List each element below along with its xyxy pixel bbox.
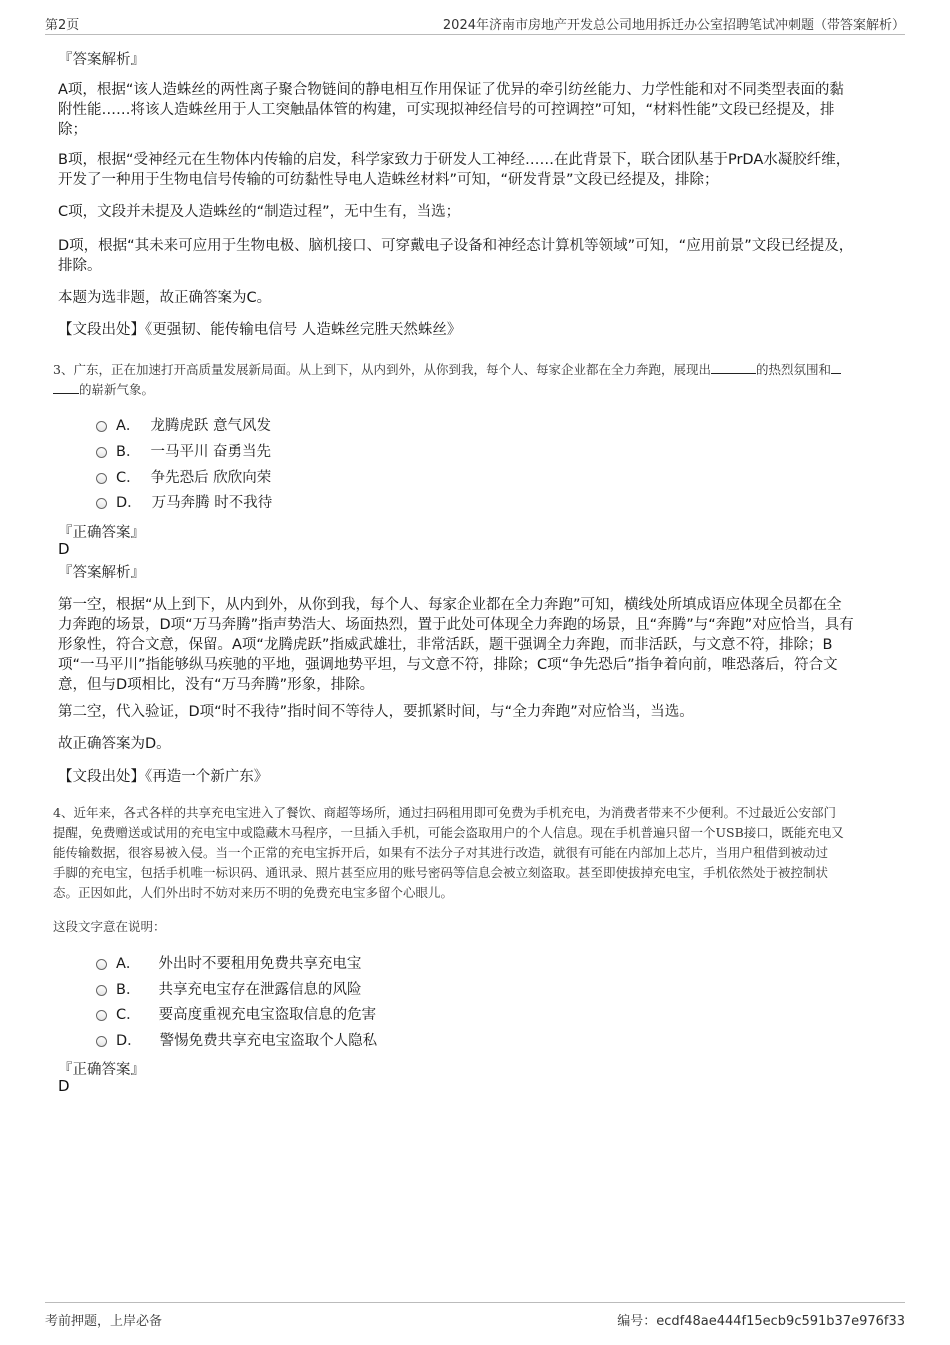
option-letter: A． — [116, 417, 141, 434]
option-letter: B． — [116, 443, 141, 460]
page-number: 第2页 — [45, 18, 80, 33]
text-line: 除； — [58, 122, 87, 138]
stem-text: 的热烈氛围和 — [755, 362, 831, 377]
option-text: 万马奔腾 时不我待 — [151, 494, 273, 511]
radio-icon[interactable] — [96, 959, 107, 970]
fill-blank — [53, 381, 79, 394]
source-citation: 【文段出处】《更强韧、能传输电信号 人造蛛丝完胜天然蛛丝》 — [58, 322, 462, 338]
text-line: 态。正因如此，人们外出时不妨对来历不明的免费充电宝多留个心眼儿。 — [53, 885, 454, 900]
text-line: C项，文段并未提及人造蛛丝的“制造过程”，无中生有，当选； — [58, 204, 461, 220]
option-text: 龙腾虎跃 意气风发 — [150, 417, 272, 434]
question-stem — [53, 803, 898, 903]
option-a[interactable] — [96, 952, 361, 972]
text-line: A项，根据“该人造蛛丝的两性离子聚合物链间的静电相互作用保证了优异的牵引纺丝能力、力学性能和对不同类型表面的黏 — [58, 82, 844, 98]
radio-icon[interactable] — [96, 473, 107, 484]
fill-blank — [831, 361, 841, 374]
analysis-paragraph-a — [58, 80, 888, 140]
text-line: 力奔跑的场景，D项“万马奔腾”指声势浩大、场面热烈，置于此处可体现全力奔跑的场景，且“奔腾”与“奔跑”对应恰当，具有 — [58, 617, 854, 633]
question-prompt: 这段文字意在说明： — [53, 919, 166, 934]
option-text: 警惕免费共享充电宝盗取个人隐私 — [159, 1032, 378, 1049]
document-title: 2024年济南市房地产开发总公司地用拆迁办公室招聘笔试冲刺题（带答案解析） — [442, 18, 905, 33]
option-letter: A． — [116, 955, 141, 972]
option-text: 要高度重视充电宝盗取信息的危害 — [158, 1006, 377, 1023]
option-text: 共享充电宝存在泄露信息的风险 — [158, 981, 362, 998]
stem-text: 3、广东，正在加速打开高质量发展新局面。从上到下，从内到外，从你到我，每个人、每家企业都在全力奔跑，展现出 — [53, 362, 711, 377]
text-line: 提醒，免费赠送或试用的充电宝中或隐藏木马程序，一旦插入手机，可能会盗取用户的个人信息。现在手机普遍只留一个USB接口，既能充电又 — [53, 825, 844, 840]
option-d[interactable] — [96, 1029, 377, 1049]
correct-answer-label: 『正确答案』 — [58, 525, 145, 541]
footer-slogan: 考前押题，上岸必备 — [45, 1314, 163, 1329]
stem-text: 的崭新气象。 — [79, 382, 155, 397]
conclusion: 故正确答案为D。 — [58, 736, 171, 752]
option-letter: C． — [116, 1006, 141, 1023]
page-header — [45, 14, 905, 35]
analysis-paragraph — [58, 595, 888, 695]
analysis-paragraph-d — [58, 236, 888, 276]
option-letter: D． — [116, 1032, 142, 1049]
radio-icon[interactable] — [96, 1010, 107, 1021]
option-text: 外出时不要租用免费共享充电宝 — [158, 955, 362, 972]
conclusion: 本题为选非题，故正确答案为C。 — [58, 290, 272, 306]
option-a[interactable] — [96, 414, 271, 434]
text-line: 开发了一种用于生物电信号传输的可纺黏性导电人造蛛丝材料”可知，“研发背景”文段已经提及，排除； — [58, 172, 719, 188]
analysis-paragraph: 第二空，代入验证，D项“时不我待”指时间不等待人，要抓紧时间，与“全力奔跑”对应恰当，当选。 — [58, 704, 694, 720]
analysis-label: 『答案解析』 — [58, 52, 145, 68]
correct-answer-label: 『正确答案』 — [58, 1062, 145, 1078]
text-line: 项“一马平川”指能够纵马疾驰的平地，强调地势平坦，与文意不符，排除；C项“争先恐后”指争着向前，唯恐落后，符合文 — [58, 657, 838, 673]
option-d[interactable] — [96, 491, 272, 511]
option-b[interactable] — [96, 440, 271, 460]
text-line: D项，根据“其未来可应用于生物电极、脑机接口、可穿戴电子设备和神经态计算机等领域”可知，“应用前景”文段已经提及， — [58, 238, 854, 254]
question-stem — [53, 360, 898, 400]
fill-blank — [711, 361, 756, 374]
text-line: 4、近年来，各式各样的共享充电宝进入了餐饮、商超等场所，通过扫码租用即可免费为手机充电，为消费者带来不少便利。不过最近公安部门 — [53, 805, 836, 820]
text-line: 能传输数据，很容易被入侵。当一个正常的充电宝拆开后，如果有不法分子对其进行改造，就很有可能在内部加上芯片，当用户租借到被动过 — [53, 845, 829, 860]
text-line: B项，根据“受神经元在生物体内传输的启发，科学家致力于研发人工神经……在此背景下，联合团队基于PrDA水凝胶纤维， — [58, 152, 851, 168]
radio-icon[interactable] — [96, 447, 107, 458]
option-c[interactable] — [96, 1003, 376, 1023]
radio-icon[interactable] — [96, 498, 107, 509]
text-line: 意，但与D项相比，没有“万马奔腾”形象，排除。 — [58, 677, 375, 693]
option-c[interactable] — [96, 466, 271, 486]
text-line: 附性能……将该人造蛛丝用于人工突触晶体管的构建，可实现拟神经信号的可控调控”可知，“材料性能”文段已经提及，排 — [58, 102, 835, 118]
page-footer — [45, 1302, 905, 1329]
option-text: 一马平川 奋勇当先 — [150, 443, 272, 460]
radio-icon[interactable] — [96, 1036, 107, 1047]
radio-icon[interactable] — [96, 985, 107, 996]
analysis-label: 『答案解析』 — [58, 565, 145, 581]
text-line: 排除。 — [58, 258, 102, 274]
text-line: 第一空，根据“从上到下，从内到外，从你到我，每个人、每家企业都在全力奔跑”可知，横线处所填成语应体现全员都在全 — [58, 597, 842, 613]
option-letter: C． — [116, 469, 141, 486]
text-line: 形象性，符合文意，保留。A项“龙腾虎跃”指威武雄壮，非常活跃，题干强调全力奔跑，而非活跃，与文意不符，排除；B — [58, 637, 833, 653]
option-letter: B． — [116, 981, 141, 998]
analysis-paragraph-c — [58, 202, 888, 222]
option-text: 争先恐后 欣欣向荣 — [150, 469, 272, 486]
correct-answer: D — [58, 1077, 70, 1095]
option-b[interactable] — [96, 978, 361, 998]
analysis-paragraph-b — [58, 150, 888, 190]
radio-icon[interactable] — [96, 421, 107, 432]
source-citation: 【文段出处】《再造一个新广东》 — [58, 769, 269, 785]
option-letter: D． — [116, 494, 142, 511]
document-id: 编号：ecdf48ae444f15ecb9c591b37e976f33 — [617, 1314, 905, 1329]
text-line: 手脚的充电宝，包括手机唯一标识码、通讯录、照片甚至应用的账号密码等信息会被立刻盗取。甚至即使拔掉充电宝，手机依然处于被控制状 — [53, 865, 829, 880]
correct-answer: D — [58, 540, 70, 558]
